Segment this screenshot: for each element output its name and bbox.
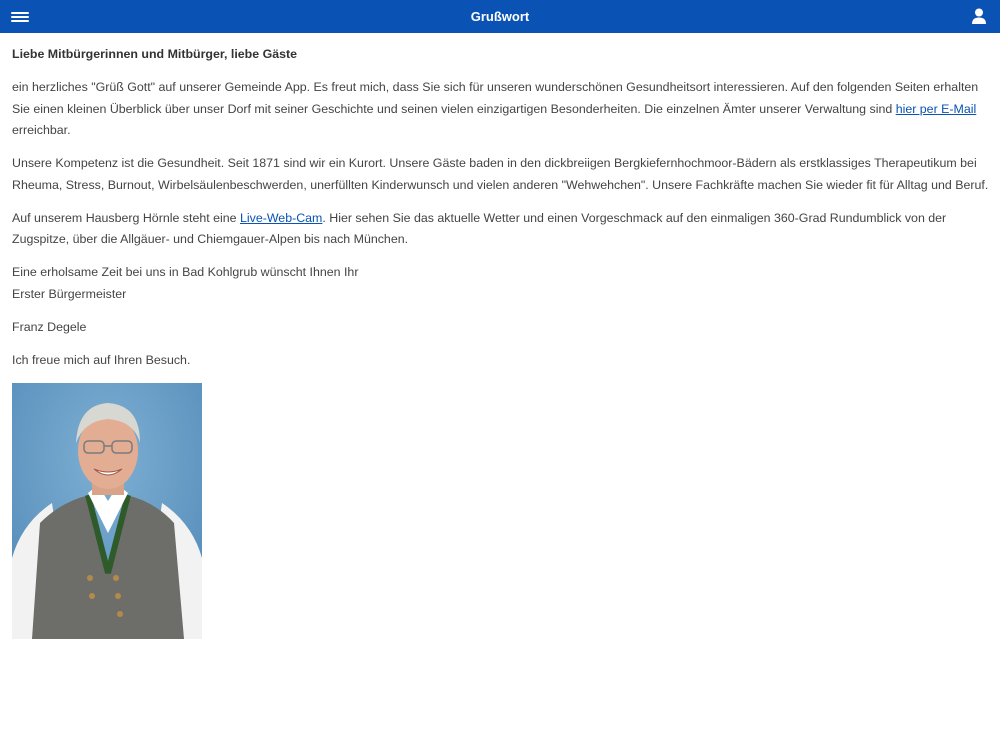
hamburger-menu-icon-line	[11, 20, 29, 22]
intro-text-end: erreichbar.	[12, 123, 71, 137]
webcam-paragraph	[12, 208, 992, 251]
webcam-text-end: . Hier sehen Sie das aktuelle Wetter und einen Vorgeschmack auf den einmaligen 360-Grad Rundumblick von der Zugspitze, über die Allgäuer- und Chiemgauer-Alpen bis nach München.	[12, 210, 947, 246]
greeting-heading: Liebe Mitbürgerinnen und Mitbürger, liebe Gäste	[12, 47, 298, 61]
intro-text: ein herzliches "Grüß Gott" auf unserer Gemeinde App. Es freut mich, dass Sie sich für unseren wunderschönen Gesundheitsort interessieren. Auf den folgenden Seiten erhalten Sie einen kleinen Überblick über unser Dorf mit seiner Geschichte und seinen vielen einzigartigen Besonderheiten. Die einzelnen Ämter unserer Verwaltung sind	[12, 80, 979, 116]
mayor-portrait-image	[12, 383, 202, 639]
webcam-text: Auf unserem Hausberg Hörnle steht eine	[12, 210, 240, 225]
hamburger-menu-icon-line	[11, 16, 29, 18]
closing-line: Eine erholsame Zeit bei uns in Bad Kohlgrub wünscht Ihnen Ihr	[12, 265, 359, 279]
user-icon	[966, 6, 992, 28]
email-link[interactable]: hier per E-Mail	[895, 101, 977, 116]
menu-button[interactable]	[6, 5, 34, 29]
navigation-bar	[0, 0, 1000, 33]
signature-name: Franz Degele	[12, 319, 87, 334]
closing-paragraph	[12, 262, 992, 305]
user-button[interactable]	[966, 6, 992, 28]
hamburger-menu-icon	[11, 12, 29, 14]
page-title: Grußwort	[470, 9, 530, 24]
farewell-text: Ich freue mich auf Ihren Besuch.	[12, 352, 191, 367]
mayor-title: Erster Bürgermeister	[12, 286, 127, 301]
greeting-content	[12, 44, 992, 639]
health-paragraph: Unsere Kompetenz ist die Gesundheit. Seit 1871 sind wir ein Kurort. Unsere Gäste baden in den dickbreiigen Bergkiefernhochmoor-Bädern als erstklassiges Therapeutikum bei Rheuma, Stress, Burnout, Wirbelsäulenbeschwerden, unerfüllten Kinderwunsch und vielen anderen "Wehwehchen". Unsere Fachkräfte machen Sie wieder fit für Alltag und Beruf.	[12, 156, 989, 192]
live-web-cam-link[interactable]: Live-Web-Cam	[239, 210, 323, 225]
intro-paragraph	[12, 77, 992, 142]
